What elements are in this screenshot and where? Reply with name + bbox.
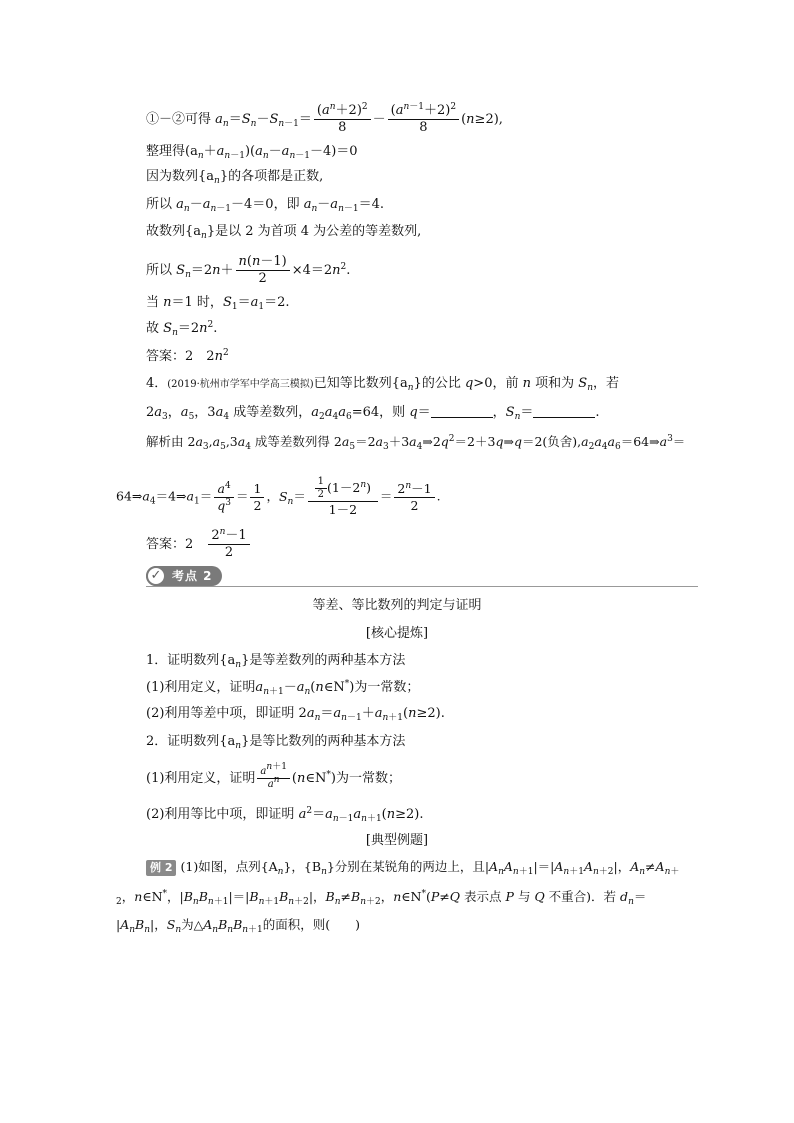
fraction: $\frac{n(n-1)}{2}$ — [236, 254, 290, 287]
section-badge — [146, 566, 222, 586]
example-text: 表示点 — [464, 889, 502, 904]
example-line-1: 例 2 (1)如图，点列$\{A_n\}$，$\{B_n\}$分别在某锐角的两边上，且$|A_nA_{n+1}|=|A_{n+1}A_{n+2}|$，$A_n\ne A_{n+}$ — [146, 858, 679, 876]
line-text: (2)利用等比中项，即证明 — [146, 807, 295, 822]
derivation-line-7: 当 n＝1 时，$S_1=a_1=2$. — [146, 295, 290, 312]
derivation-line-2: 整理得$(a_n+a_{n-1})(a_n-a_{n-1}-4)=0$ — [146, 144, 358, 161]
answer-2 — [146, 528, 252, 561]
line-text: 当 — [146, 295, 160, 310]
core-label: [核心提炼] — [365, 626, 429, 641]
example-text: }分别在某锐角的两边上，且 — [326, 859, 485, 874]
answer-value: 2 — [185, 349, 194, 364]
fraction: $\frac{2^n-1}{2}$ — [208, 528, 249, 561]
derivation-prefix: ①－②可得 — [146, 112, 212, 127]
answer-label: 答案： — [146, 349, 186, 364]
derivation-line-3: 因为数列$\{a_n\}$的各项都是正数, — [146, 169, 324, 186]
example-text: (1)如图，点列{A — [180, 859, 278, 874]
answer-blank — [431, 405, 493, 418]
line-text: 整理得(a — [146, 144, 198, 159]
question-4-line-1: 4．(2019·杭州市学军中学高三模拟)已知等比数列$\{a_n\}$的公比 q>0，前 n 项和为 $S_n$，若 — [146, 376, 620, 393]
line-text: 1．证明数列{a — [146, 653, 236, 668]
fraction: $\frac{(a^n+2)^2}{8}$ — [314, 103, 371, 136]
point-2-item-2: (2)利用等比中项，即证明 $a^2=a_{n-1}a_{n+1}(n\ge 2)$. — [146, 806, 424, 824]
question-4-line-2: $2a_3$，$a_5$，$3a_4$ 成等差数列，$a_2a_4a_6=64$，则 q＝ ，$S_n=$ . — [146, 405, 600, 422]
point-2-title: 2．证明数列$\{a_n\}$是等比数列的两种基本方法 — [146, 734, 406, 751]
answer-value: 2 — [185, 537, 194, 552]
answer-blank — [533, 405, 595, 418]
line-text: 所以 — [146, 197, 173, 212]
point-1-title: 1．证明数列$\{a_n\}$是等差数列的两种基本方法 — [146, 653, 406, 670]
question-text: 项和为 — [535, 376, 575, 391]
line-text: }是等比数列的两种基本方法 — [241, 734, 406, 749]
example-text: 的面积，则( ) — [262, 917, 361, 932]
answer-1: 答案：2 $2n^2$ — [146, 348, 229, 364]
solution-line-2: $64\Rightarrow a_4=4\Rightarrow a_1=$ $\frac{a^4}{q^3}$ ＝ $\frac{1}{2}$ ，$S_n=$ $\frac{1}{2}$ $(1-2^n)$ 1－2 ＝ $\frac{2^n-1}{2}$ . — [116, 476, 441, 517]
line-text: 2．证明数列{a — [146, 734, 236, 749]
point-2-item-1: (1)利用定义，证明 $\frac{a^{n+1}}{a^n}$ (n∈N*)为一常数； — [146, 762, 401, 790]
point-1-item-2: (2)利用等差中项，即证明 $2a_n=a_{n-1}+a_{n+1}(n\ge 2)$. — [146, 706, 445, 723]
solution-text: (负舍) — [542, 434, 578, 449]
answer-label: 答案： — [146, 537, 186, 552]
example-text: }，{B — [283, 859, 322, 874]
derivation-line-5: 故数列$\{a_n\}$是以 2 为首项 4 为公差的等差数列, — [146, 224, 422, 241]
line-text: (1)利用定义，证明 — [146, 680, 256, 695]
question-number: 4． — [146, 376, 168, 391]
line-text: (1)利用定义，证明 — [146, 771, 256, 786]
example-text: 为△ — [181, 917, 204, 932]
example-line-2: $_2$，n∈N*，$|B_nB_{n+1}|=|B_{n+1}B_{n+2}|$，$B_n\ne B_{n+2}$，n∈N*(P≠Q 表示点 P 与 Q 不重合)．若 $d_n=$ — [116, 889, 647, 907]
question-text: 成等差数列， — [233, 405, 312, 420]
question-text: ，前 — [492, 376, 519, 391]
fraction: $\frac{1}{2}$ $(1-2^n)$ 1－2 — [308, 476, 378, 518]
line-text: 所以 — [146, 263, 173, 278]
derivation-line-6: 所以 $S_n=2n+$ $\frac{n(n-1)}{2}$ $\times 4=2n^2$. — [146, 254, 351, 286]
question-text: }的公比 — [413, 376, 461, 391]
line-text: }是等差数列的两种基本方法 — [241, 653, 406, 668]
example-line-3: $|A_nB_n|$，$S_n$为$\triangle A_nB_nB_{n+1}$的面积，则( ) — [116, 917, 361, 935]
line-text: }的各项都是正数, — [219, 169, 324, 184]
fraction: $\frac{1}{2}$ — [250, 481, 264, 514]
fraction: $\frac{(a^{n-1}+2)^2}{8}$ — [388, 103, 459, 136]
example-label: [典型例题] — [365, 833, 429, 848]
example-badge: 例 2 — [146, 860, 176, 876]
derivation-line-4: 所以 $a_n-a_{n-1}-4=0$，即 $a_n-a_{n-1}=4$. — [146, 197, 384, 214]
line-text: 因为数列{a — [146, 169, 215, 184]
badge-label: 考点 2 — [172, 569, 213, 583]
point-1-item-1: (1)利用定义，证明$a_{n+1}-a_n(n\in N^*)$为一常数； — [146, 679, 420, 697]
example-text: 与 — [517, 889, 531, 904]
solution-text: 成等差数列得 — [254, 434, 330, 449]
section-title: 等差、等比数列的判定与证明 — [312, 598, 482, 613]
fraction: $\frac{a^{n+1}}{a^n}$ — [257, 766, 290, 791]
question-source: (2019·杭州市学军中学高三模拟) — [167, 379, 314, 390]
line-text: }是以 2 为首项 4 为公差的等差数列, — [206, 224, 422, 239]
line-text: 故 — [146, 321, 160, 336]
line-text: 为一常数； — [335, 771, 401, 786]
example-text: 不重合)．若 — [548, 889, 617, 904]
question-text: =64，则 — [351, 405, 406, 420]
derivation-line-8: 故 $S_n=2n^2$. — [146, 320, 218, 338]
solution-label: 解析由 — [146, 434, 184, 449]
fraction: $\frac{a^4}{q^3}$ — [214, 481, 234, 514]
question-text: ，若 — [593, 376, 620, 391]
section-divider — [146, 586, 698, 587]
fraction: $\frac{2^n-1}{2}$ — [394, 481, 434, 514]
line-text: (2)利用等差中项，即证明 — [146, 706, 295, 721]
solution-line-1: 解析由 $2a_3,a_5,3a_4$ 成等差数列得 $2a_5=2a_3+3a_4\Rightarrow 2q^2=2+3q\Rightarrow q=2$(负舍)$,a_2a_4a_6=64\Rightarrow a^3=$ — [146, 434, 686, 452]
question-text: 已知等比数列{a — [313, 376, 408, 391]
line-text: 故数列{a — [146, 224, 202, 239]
check-icon: ✓ — [146, 566, 166, 586]
derivation-line-1: ①－②可得 $a_n=S_n-S_{n-1}=$ $\frac{(a^n+2)^2}{8}$ － $\frac{(a^{n-1}+2)^2}{8}$ (n≥2), — [146, 102, 503, 135]
line-text: 为一常数； — [354, 680, 420, 695]
